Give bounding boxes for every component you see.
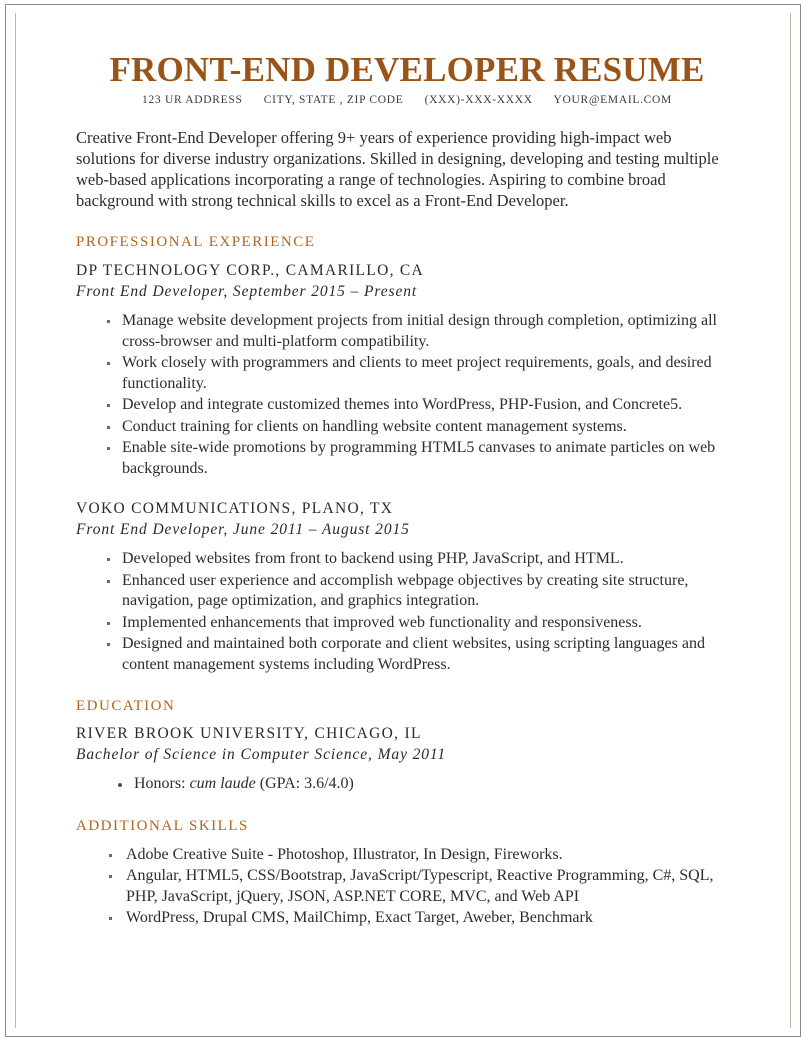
education-honors-latin: cum laude: [189, 775, 256, 792]
contact-email: YOUR@EMAIL.COM: [553, 94, 672, 106]
contact-address: 123 UR ADDRESS: [142, 94, 243, 106]
section-heading-skills: ADDITIONAL SKILLS: [76, 817, 249, 834]
experience-entry: [76, 499, 726, 675]
section-education: [76, 697, 726, 795]
list-item: Designed and maintained both corporate and client websites, using scripting languages and content management systems including WordPress.: [76, 634, 726, 675]
contact-phone: (XXX)-XXX-XXXX: [424, 94, 533, 106]
education-entry: [76, 724, 726, 795]
list-item: Implemented enhancements that improved web functionality and responsiveness.: [76, 613, 726, 634]
contact-city-state-zip: CITY, STATE , ZIP CODE: [263, 94, 404, 106]
list-item: Enable site-wide promotions by programming HTML5 canvases to animate particles on web backgrounds.: [76, 438, 726, 479]
professional-summary: Creative Front-End Developer offering 9+ years of experience providing high-impact web solutions for diverse industry organizations. Skilled in designing, developing and testing multiple web-based applications incorporating a range of technologies. Aspiring to combine broad background with strong technical skills to excel as a Front-End Developer.: [76, 128, 719, 210]
experience-organization: DP TECHNOLOGY CORP., CAMARILLO, CA: [76, 262, 425, 279]
list-item: Adobe Creative Suite - Photoshop, Illustrator, In Design, Fireworks.: [76, 845, 726, 866]
contact-line: [76, 93, 726, 107]
experience-role: Front End Developer, June 2011 – August 2015: [76, 521, 410, 538]
section-heading-education: EDUCATION: [76, 698, 176, 714]
list-item: Conduct training for clients on handling website content management systems.: [76, 417, 726, 438]
education-school: RIVER BROOK UNIVERSITY, CHICAGO, IL: [76, 725, 422, 742]
list-item: Developed websites from front to backend using PHP, JavaScript, and HTML.: [76, 549, 726, 570]
section-professional-experience: [76, 233, 726, 675]
list-item: Angular, HTML5, CSS/Bootstrap, JavaScript/Typescript, Reactive Programming, C#, SQL, PHP, JavaScript, jQuery, JSON, ASP.NET CORE, MVC, and Web API: [76, 866, 726, 907]
experience-bullet-list: [76, 311, 726, 479]
experience-organization: VOKO COMMUNICATIONS, PLANO, TX: [76, 500, 394, 517]
education-degree: Bachelor of Science in Computer Science, May 2011: [76, 746, 447, 763]
experience-bullet-list: [76, 549, 726, 675]
page-title: FRONT-END DEVELOPER RESUME: [109, 50, 705, 89]
section-additional-skills: [76, 817, 726, 929]
list-item: WordPress, Drupal CMS, MailChimp, Exact Target, Aweber, Benchmark: [76, 908, 726, 929]
education-honors-prefix: Honors:: [134, 775, 190, 792]
skills-bullet-list: [76, 845, 726, 929]
education-bullet-list: [76, 774, 726, 795]
list-item: Manage website development projects from initial design through completion, optimizing all cross-browser and multi-platform compatibility.: [76, 311, 726, 352]
resume-content: [76, 50, 726, 930]
list-item: Enhanced user experience and accomplish webpage objectives by creating site structure, navigation, page optimization, and graphics integration.: [76, 571, 726, 612]
education-honors-gpa: (GPA: 3.6/4.0): [255, 775, 354, 792]
list-item: Develop and integrate customized themes into WordPress, PHP-Fusion, and Concrete5.: [76, 395, 726, 416]
list-item: [76, 774, 726, 795]
section-heading-experience: PROFESSIONAL EXPERIENCE: [76, 234, 316, 250]
list-item: Work closely with programmers and clients to meet project requirements, goals, and desired functionality.: [76, 353, 726, 394]
experience-entry: [76, 261, 726, 479]
experience-role: Front End Developer, September 2015 – Present: [76, 283, 418, 300]
